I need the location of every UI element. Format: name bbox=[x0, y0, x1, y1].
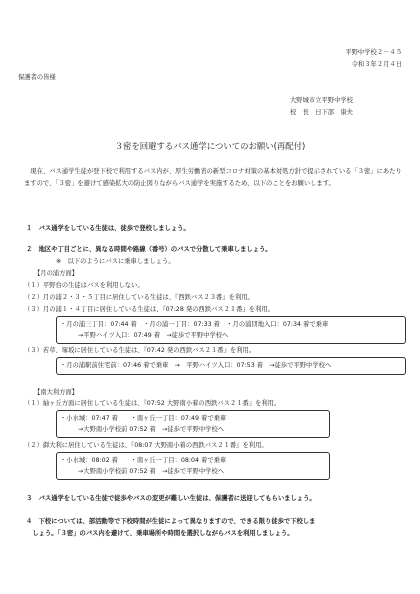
item-4-line-1: ４ 下校については、部活動等で下校時間が生徒によって異なりますので、できる限り徒歩で下校しま bbox=[26, 518, 316, 525]
route-box-tsukinoura-1-row-1: ・月の浦三丁目：07:44 着 ・月の浦一丁目：07:33 着 ・月の浦団地入口：07:34 着で乗車 bbox=[60, 321, 329, 328]
tsukinoura-line-1: （１）平野台の生徒はバスを利用しない。 bbox=[24, 282, 144, 289]
tsukinoura-line-2: （２）月の浦２・３・５丁目に居住している生徒は、『西鉄バス２３番』を利用。 bbox=[24, 294, 254, 301]
document-number: 平野中学校２－４５ bbox=[345, 49, 402, 56]
intro-paragraph: 現在、バス通学生徒が登下校で利用するバス内が、厚生労働省の新型コロナ対策の基本対処方針で提示されている「３密」にあたりますので、「３密」を避けて感染拡大の防止図りながらバス通学を実施するため、以下のことをお願いします。 bbox=[24, 168, 402, 187]
route-box-minamiori-1-row-1: ・小水城：07:47 着 ・南ヶ丘一丁目：07:49 着で乗車 bbox=[60, 415, 227, 422]
item-1: １ バス通学をしている生徒は、徒歩で登校しましょう。 bbox=[26, 225, 190, 232]
note: ※ 以下のようにバスに乗車しましょう。 bbox=[56, 258, 175, 265]
minamiori-line-2: （２）御大利に居住している生徒は、『08:07 大野南小着の西鉄バス２１番』を利用。 bbox=[24, 442, 268, 449]
item-4-line-2: しょう。「３密」のバス内を避けて、乗車場所や時間を選択しながらバスを利用しましょう。 bbox=[26, 530, 294, 537]
section-heading-tsukinoura: 【月の浦方面】 bbox=[34, 270, 79, 277]
minamiori-line-1: （１）紬ヶ丘方面に居住している生徒は、『07:52 大野南小着の西鉄バス２１番』を利用。 bbox=[24, 400, 281, 407]
school-name: 大野城市立平野中学校 bbox=[290, 97, 353, 104]
tsukinoura-line-3: （３）月の浦１・４丁目に居住している生徒は、『07:28 発の西鉄バス２１番』を利用。 bbox=[24, 306, 274, 313]
route-box-minamiori-2-row-1: ・小水城：08:02 着 ・南ヶ丘一丁目：08:04 着で乗車 bbox=[60, 457, 227, 464]
section-heading-minamiori: 【南大利方面】 bbox=[34, 389, 79, 396]
document-date: 令和３年２月４日 bbox=[351, 61, 402, 68]
tsukinoura-line-4: （３）若草、塚坂に居住している生徒は、『07:42 発の西鉄バス２１番』を利用。 bbox=[24, 347, 256, 354]
route-box-minamiori-2-row-2: →大野南小学校前 07:52 着 →徒歩で平野中学校へ bbox=[78, 468, 225, 475]
document-title: ３密を回避するバス通学についてのお願い(再配付) bbox=[114, 141, 306, 151]
principal-name: 校 長 日下部 康夫 bbox=[290, 109, 353, 116]
route-box-tsukinoura-2-row-1: ・月の浦駅前住宅前：07:46 着で乗車 → 平野ハイツ入口：07:53 着 →徒歩で平野中学校へ bbox=[60, 362, 332, 369]
item-3: ３ バス通学をしている生徒で徒歩やバスの変更が難しい生徒は、保護者に送迎してもらいましょう。 bbox=[26, 495, 316, 502]
route-box-tsukinoura-1-row-2: →平野ハイツ入口：07:49 着 →徒歩で平野中学校へ bbox=[78, 332, 229, 339]
item-2: ２ 地区や丁目ごとに、異なる時間や路線（番号）のバスで分散して乗車しましょう。 bbox=[26, 246, 272, 253]
recipient: 保護者の皆様 bbox=[18, 74, 56, 81]
route-box-minamiori-1-row-2: →大野南小学校前 07:52 着 →徒歩で平野中学校へ bbox=[78, 426, 225, 433]
